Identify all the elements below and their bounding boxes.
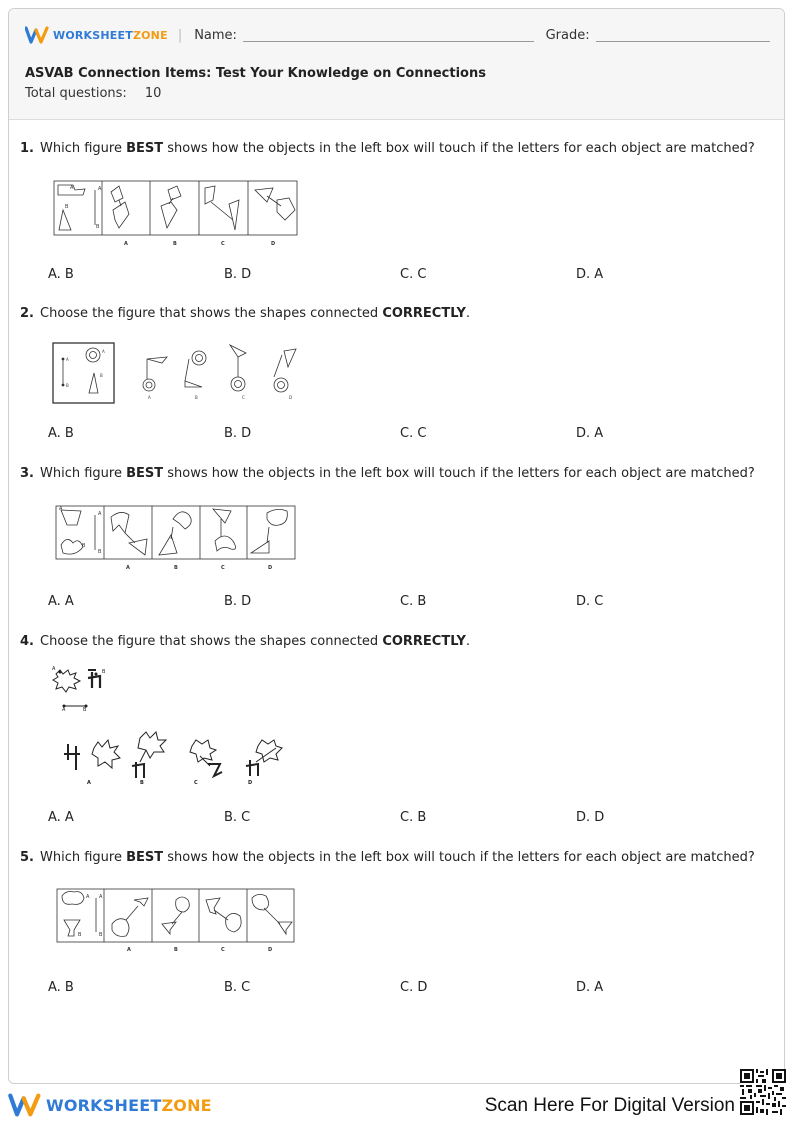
answer-option[interactable]: B. D [224, 594, 252, 609]
footer-logo [8, 1093, 212, 1117]
question-2-figure [52, 341, 302, 405]
figure-letter: B [102, 669, 106, 675]
answer-option[interactable]: D. C [576, 594, 604, 609]
answer-option[interactable]: C. D [400, 980, 428, 995]
question-text-part: shows how the objects in the left box will touch if the letters for each object are matched? [163, 850, 755, 865]
figure-letter: B [66, 383, 69, 388]
question-text-part: Choose the figure that shows the shapes connected [40, 634, 383, 649]
figure-label-b: B [195, 395, 198, 400]
figure-label-c: C [194, 780, 198, 786]
logo-text-secondary: ZONE [161, 1095, 212, 1115]
figure-letter: A [66, 357, 69, 362]
figure-label-b: B [174, 565, 178, 571]
question-text-part: . [465, 306, 471, 321]
logo-text-primary: WORKSHEET [53, 28, 133, 42]
worksheet-header [9, 9, 784, 120]
figure-label-a: A [127, 947, 131, 953]
answer-option[interactable]: A. B [48, 980, 74, 995]
question-text [20, 634, 760, 649]
question-4-figure [50, 664, 290, 790]
figure-label-c: C [242, 395, 245, 400]
name-field[interactable] [243, 28, 534, 42]
answer-option[interactable]: D. D [576, 810, 605, 825]
figure-label-c: C [221, 947, 225, 953]
question-emphasis: BEST [126, 141, 164, 156]
question-5 [20, 850, 760, 865]
question-3-figure [55, 505, 299, 575]
header-row [25, 25, 770, 45]
figure-label-d: D [289, 395, 293, 400]
question-text-part: Choose the figure that shows the shapes connected [40, 306, 383, 321]
qr-code-icon[interactable] [740, 1069, 786, 1115]
question-3-options [48, 594, 768, 609]
question-text [20, 850, 760, 865]
total-value: 10 [144, 86, 162, 101]
figure-label-b: B [173, 241, 177, 247]
answer-option[interactable]: A. A [48, 810, 74, 825]
scan-text: Scan Here For Digital Version [484, 1095, 735, 1116]
question-number: 3. [20, 466, 34, 481]
figure-label-d: D [271, 241, 276, 247]
answer-option[interactable]: C. B [400, 810, 427, 825]
question-5-figure [56, 888, 300, 958]
worksheet-title: ASVAB Connection Items: Test Your Knowledge on Connections [25, 66, 486, 81]
question-text-part: Which figure [40, 141, 127, 156]
question-body [40, 850, 755, 865]
figure-letter: B [65, 204, 69, 210]
total-questions [25, 86, 161, 101]
answer-option[interactable]: D. A [576, 426, 604, 441]
figure-letter: A [62, 707, 66, 713]
figure-label-c: C [221, 565, 225, 571]
figure-letter: A [98, 511, 102, 517]
worksheet-footer [0, 1088, 793, 1122]
figure-label-d: D [248, 780, 253, 786]
figure-label-a: A [124, 241, 128, 247]
figure-letter: A [99, 894, 103, 900]
question-number: 4. [20, 634, 34, 649]
answer-option[interactable]: A. B [48, 267, 74, 282]
figure-letter: B [82, 543, 86, 549]
question-emphasis: BEST [126, 466, 164, 481]
question-emphasis: CORRECTLY [382, 306, 466, 321]
figure-label-a: A [148, 395, 151, 400]
answer-option[interactable]: A. A [48, 594, 74, 609]
figure-label-b: B [140, 780, 144, 786]
figure-letter: A [52, 666, 56, 672]
question-1-figure [53, 180, 299, 250]
figure-letter: A [59, 506, 63, 512]
question-number: 2. [20, 306, 34, 321]
question-body [40, 634, 470, 649]
question-4 [20, 634, 760, 649]
question-text-part: Which figure [40, 850, 127, 865]
figure-letter: A [86, 894, 90, 900]
logo-text [46, 1096, 212, 1115]
question-body [40, 141, 755, 156]
figure-label-a: A [126, 565, 130, 571]
figure-label-d: D [268, 565, 273, 571]
name-label: Name: [194, 27, 237, 43]
question-text [20, 306, 760, 321]
question-4-options [48, 810, 768, 825]
figure-label-d: D [268, 947, 273, 953]
logo-text-secondary: ZONE [132, 28, 168, 42]
figure-letter: B [99, 932, 103, 938]
answer-option[interactable]: C. B [400, 594, 427, 609]
figure-letter: B [83, 707, 87, 713]
answer-option[interactable]: D. A [576, 267, 604, 282]
question-text-part: . [465, 634, 471, 649]
figure-letter: B [78, 932, 82, 938]
question-body [40, 306, 470, 321]
header-logo [25, 26, 168, 44]
question-emphasis: BEST [126, 850, 164, 865]
answer-option[interactable]: B. D [224, 267, 252, 282]
total-label: Total questions: [25, 86, 127, 101]
question-text [20, 466, 760, 481]
question-1 [20, 141, 760, 156]
answer-option[interactable]: C. C [400, 267, 427, 282]
question-emphasis: CORRECTLY [382, 634, 466, 649]
figure-letter: B [96, 224, 100, 230]
question-2-options [48, 426, 768, 441]
question-number: 1. [20, 141, 34, 156]
question-text-part: Which figure [40, 466, 127, 481]
question-2 [20, 306, 760, 321]
question-text-part: shows how the objects in the left box will touch if the letters for each object are matched? [163, 466, 755, 481]
answer-option[interactable]: D. A [576, 980, 604, 995]
worksheet-zone-logo-icon [25, 26, 49, 44]
answer-option[interactable]: B. C [224, 980, 251, 995]
question-5-options [48, 980, 768, 995]
question-1-options [48, 267, 768, 282]
answer-option[interactable]: B. D [224, 426, 252, 441]
grade-label: Grade: [545, 27, 590, 43]
answer-option[interactable]: B. C [224, 810, 251, 825]
figure-label-c: C [221, 241, 225, 247]
figure-letter: A [102, 349, 105, 354]
figure-letter: A [98, 186, 102, 192]
figure-letter: B [98, 549, 102, 555]
logo-text-primary: WORKSHEET [46, 1095, 162, 1115]
figure-letter: A [70, 185, 74, 191]
figure-label-b: B [174, 947, 178, 953]
worksheet-zone-logo-icon [8, 1093, 42, 1117]
question-text-part: shows how the objects in the left box will touch if the letters for each object are matched? [163, 141, 755, 156]
answer-option[interactable]: A. B [48, 426, 74, 441]
answer-option[interactable]: C. C [400, 426, 427, 441]
question-3 [20, 466, 760, 481]
header-separator: | [177, 27, 183, 43]
grade-field[interactable] [596, 28, 770, 42]
question-body [40, 466, 755, 481]
figure-letter: B [100, 373, 103, 378]
logo-text [53, 29, 168, 42]
question-text [20, 141, 760, 156]
question-number: 5. [20, 850, 34, 865]
figure-label-a: A [87, 780, 91, 786]
